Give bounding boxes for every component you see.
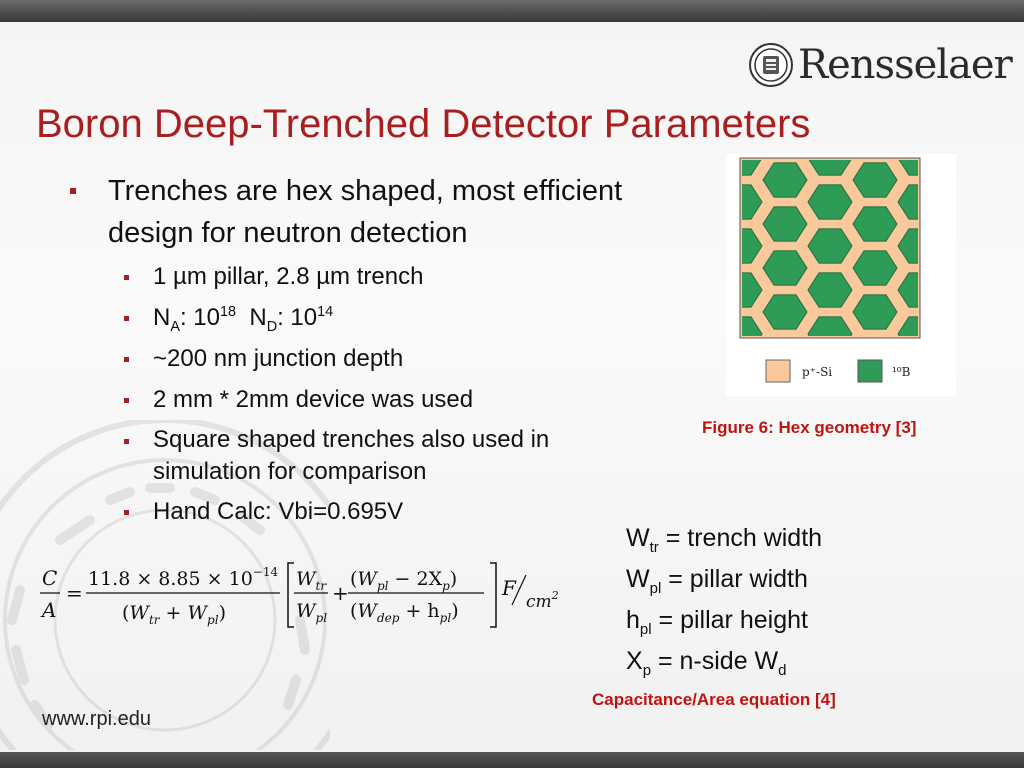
def-text: = pillar width <box>661 565 808 593</box>
eq-term1-numerator <box>296 568 327 593</box>
eq-plus: + <box>159 602 188 624</box>
def-symbol: W <box>626 524 650 552</box>
nd-value: : 10 <box>277 304 318 331</box>
bullet-marker <box>124 357 129 362</box>
eq-sub: p <box>442 579 450 593</box>
sub-bullet-list <box>70 260 690 529</box>
hex-geometry-figure <box>726 154 956 396</box>
eq-exp: 2 <box>551 589 559 602</box>
eq-coef-exp: −14 <box>252 565 279 579</box>
capacitance-equation <box>38 555 568 635</box>
sub-bullet-hand-calc <box>70 495 690 529</box>
eq-units-den <box>526 589 559 612</box>
seal-icon <box>748 42 794 88</box>
def-text: = n-side W <box>651 647 779 675</box>
sub-bullet-square <box>70 424 633 488</box>
eq-sub: pl <box>207 613 219 627</box>
logo-wordmark: Rensselaer <box>798 42 1012 88</box>
sub-bullet-text: 2 mm * 2mm device was used <box>153 386 474 413</box>
eq-sub: tr <box>315 579 327 593</box>
def-text: = trench width <box>658 524 823 552</box>
eq-term1-denominator <box>296 600 327 625</box>
bullet-marker <box>124 275 129 280</box>
eq-term2-numerator: $(W_{pl} - 2X_p)$ <box>350 568 458 593</box>
eq-cm: cm <box>526 592 552 612</box>
eq-coef-num-text: 11.8 × 8.85 × 10 <box>88 568 253 590</box>
top-bar <box>0 0 1024 22</box>
na-exponent: 18 <box>219 304 236 320</box>
hex-geometry-diagram <box>726 154 956 396</box>
def-subscript: p <box>642 662 652 679</box>
eq-sub: pl <box>376 579 389 593</box>
figure-caption: Figure 6: Hex geometry [3] <box>702 418 917 437</box>
eq-coef-denominator: $(W_{tr} + W_{pl})$ <box>122 602 226 627</box>
main-bullet-text: Trenches are hex shaped, most efficient design for neutron detection <box>108 175 623 249</box>
sub-bullet-device <box>70 383 690 417</box>
bullet-marker <box>124 398 129 403</box>
eq-plus: + h <box>399 600 440 622</box>
sub-bullet-junction <box>70 342 690 376</box>
definition-w-tr <box>626 518 822 559</box>
def-subscript: pl <box>639 621 652 638</box>
bullet-content <box>70 170 690 536</box>
def-symbol: X <box>626 647 643 675</box>
bottom-bar <box>0 752 1024 768</box>
legend-boron-label: ¹⁰B <box>892 365 911 379</box>
eq-equals: = <box>66 581 83 605</box>
legend-silicon-label: p⁺-Si <box>802 365 833 379</box>
eq-minus: − 2X <box>388 568 443 590</box>
def-text: = pillar height <box>651 606 808 634</box>
eq-w: W <box>187 602 208 624</box>
variable-definitions <box>626 518 822 682</box>
definition-h-pl <box>626 600 822 641</box>
eq-coef-numerator <box>88 565 278 590</box>
eq-lhs-denominator: A <box>42 598 57 622</box>
legend-boron-swatch <box>858 360 882 382</box>
def-subscript: pl <box>649 580 662 597</box>
slide-title: Boron Deep-Trenched Detector Parameters <box>36 102 811 146</box>
na-value: : 10 <box>179 304 220 331</box>
equation-caption: Capacitance/Area equation [4] <box>592 690 836 709</box>
eq-w: W <box>357 568 377 590</box>
bullet-marker <box>124 439 129 444</box>
bullet-marker <box>70 188 76 194</box>
na-symbol: N <box>153 304 171 331</box>
eq-plus-sign: + <box>332 581 349 605</box>
bullet-marker <box>124 510 129 515</box>
eq-w: W <box>357 600 377 622</box>
definition-w-pl <box>626 559 822 600</box>
eq-lhs-numerator: C <box>42 566 58 590</box>
sub-bullet-text: Hand Calc: Vbi=0.695V <box>153 498 404 525</box>
def-symbol: W <box>626 565 650 593</box>
nd-symbol: N <box>249 304 267 331</box>
sub-bullet-text: Square shaped trenches also used in simulation for comparison <box>153 426 550 485</box>
main-bullet <box>70 170 690 254</box>
sub-bullet-text: 1 µm pillar, 2.8 µm trench <box>153 263 424 290</box>
eq-sub: pl <box>315 611 328 625</box>
footer-url: www.rpi.edu <box>42 708 151 730</box>
bullet-marker <box>124 316 129 321</box>
eq-sub: pl <box>439 611 452 625</box>
definition-x-p <box>626 641 822 682</box>
def-tail-subscript: d <box>778 662 787 679</box>
def-subscript: tr <box>649 539 659 556</box>
nd-subscript: D <box>266 318 278 335</box>
sub-bullet-doping <box>70 301 690 335</box>
eq-term2-denominator: $(W_{dep} + h_{pl})$ <box>350 600 459 625</box>
eq-sub: tr <box>148 613 160 627</box>
sub-bullet-pillar <box>70 260 690 294</box>
legend-silicon-swatch <box>766 360 790 382</box>
def-symbol: h <box>626 606 640 634</box>
sub-bullet-text: ~200 nm junction depth <box>153 345 404 372</box>
eq-units-f: F <box>502 576 516 600</box>
eq-w: W <box>296 600 316 622</box>
nd-exponent: 14 <box>317 304 334 320</box>
na-subscript: A <box>170 318 180 335</box>
eq-w: W <box>129 602 149 624</box>
eq-sub: dep <box>376 611 400 625</box>
rensselaer-logo <box>748 42 1012 88</box>
boron-hex-trench <box>726 361 762 395</box>
eq-w: W <box>296 568 316 590</box>
